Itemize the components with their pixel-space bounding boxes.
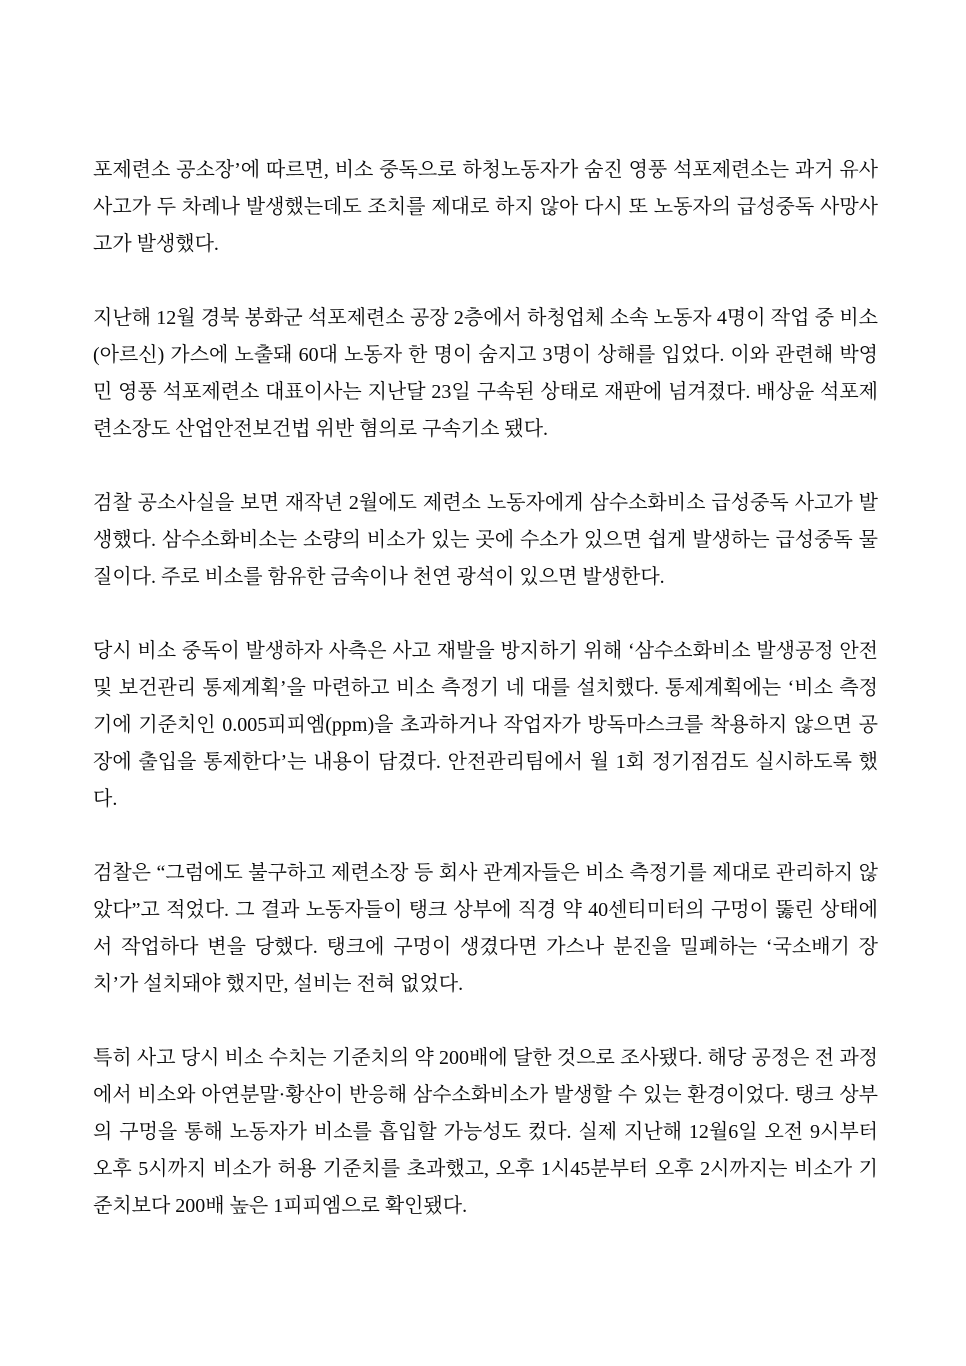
- article-paragraph: 포제련소 공소장’에 따르면, 비소 중독으로 하청노동자가 숨진 영풍 석포제련소는 과거 유사 사고가 두 차례나 발생했는데도 조치를 제대로 하지 않아 다시 또 노동자의 급성중독 사망사고가 발생했다.: [93, 159, 878, 255]
- article-paragraph: 검찰 공소사실을 보면 재작년 2월에도 제련소 노동자에게 삼수소화비소 급성중독 사고가 발생했다. 삼수소화비소는 소량의 비소가 있는 곳에 수소가 있으면 쉽게 발생하는 급성중독 물질이다. 주로 비소를 함유한 금속이나 천연 광석이 있으면 발생한다.: [93, 492, 878, 588]
- article-paragraph: 검찰은 “그럼에도 불구하고 제련소장 등 회사 관계자들은 비소 측정기를 제대로 관리하지 않았다”고 적었다. 그 결과 노동자들이 탱크 상부에 직경 약 40센티미터의 구멍이 뚫린 상태에서 작업하다 변을 당했다. 탱크에 구멍이 생겼다면 가스나 분진을 밀폐하는 ‘국소배기 장치’가 설치돼야 했지만, 설비는 전혀 없었다.: [93, 862, 878, 995]
- article-paragraph: 당시 비소 중독이 발생하자 사측은 사고 재발을 방지하기 위해 ‘삼수소화비소 발생공정 안전 및 보건관리 통제계획’을 마련하고 비소 측정기 네 대를 설치했다. 통제계획에는 ‘비소 측정기에 기준치인 0.005피피엠(ppm)을 초과하거나 작업자가 방독마스크를 착용하지 않으면 공장에 출입을 통제한다’는 내용이 담겼다. 안전관리팀에서 월 1회 정기점검도 실시하도록 했다.: [93, 640, 878, 810]
- article-paragraph: 특히 사고 당시 비소 수치는 기준치의 약 200배에 달한 것으로 조사됐다. 해당 공정은 전 과정에서 비소와 아연분말·황산이 반응해 삼수소화비소가 발생할 수 있는 환경이었다. 탱크 상부의 구멍을 통해 노동자가 비소를 흡입할 가능성도 컸다. 실제 지난해 12월6일 오전 9시부터 오후 5시까지 비소가 허용 기준치를 초과했고, 오후 1시45분부터 오후 2시까지는 비소가 기준치보다 200배 높은 1피피엠으로 확인됐다.: [93, 1047, 878, 1217]
- article-body: [93, 152, 878, 1225]
- article-paragraph: 지난해 12월 경북 봉화군 석포제련소 공장 2층에서 하청업체 소속 노동자 4명이 작업 중 비소(아르신) 가스에 노출돼 60대 노동자 한 명이 숨지고 3명이 상해를 입었다. 이와 관련해 박영민 영풍 석포제련소 대표이사는 지난달 23일 구속된 상태로 재판에 넘겨졌다. 배상윤 석포제련소장도 산업안전보건법 위반 혐의로 구속기소 됐다.: [93, 307, 878, 440]
